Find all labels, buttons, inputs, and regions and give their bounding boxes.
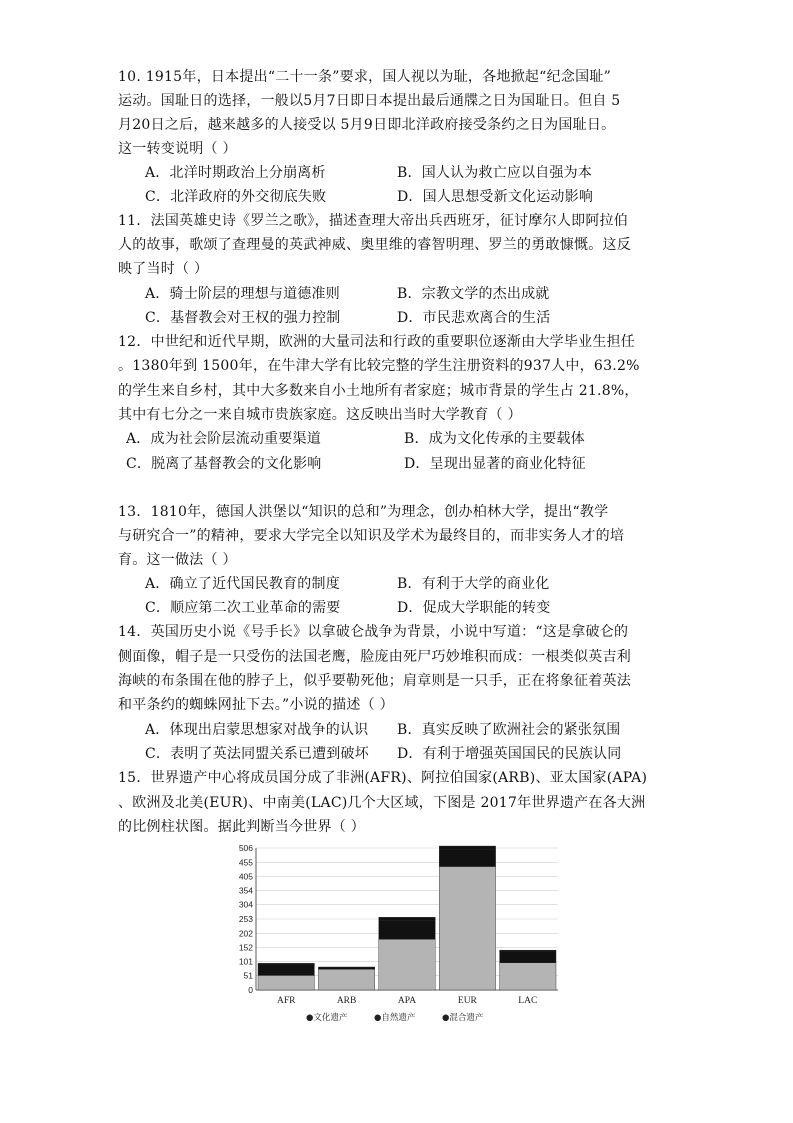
y-tick-label: 0 — [248, 985, 253, 995]
question-11-line-3: 映了当时（ ） — [118, 261, 209, 277]
legend-entry: ●文化遗产 — [306, 1013, 348, 1023]
bar-afr-series-2 — [258, 963, 314, 964]
bar-lac-series-2 — [500, 950, 556, 952]
x-category-label: EUR — [457, 996, 477, 1006]
question-13-option-d: D．促成大学职能的转变 — [397, 600, 551, 616]
question-12-option-a: A．成为社会阶层流动重要渠道 — [126, 431, 321, 447]
y-tick-label: 354 — [238, 885, 253, 896]
question-10-line-3: 月20日之后，越来越多的人接受以 5月9日即北洋政府接受条约之日为国耻日。 — [118, 117, 616, 133]
y-tick-label: 405 — [238, 871, 253, 882]
bar-afr-series-1 — [258, 965, 314, 976]
x-category-label: APA — [397, 996, 417, 1006]
legend-entry: ●自然遗产 — [374, 1013, 416, 1023]
question-11-option-d: D．市民悲欢离合的生活 — [397, 310, 551, 326]
legend-entry: ●混合遗产 — [442, 1013, 484, 1023]
bar-apa-series-1 — [379, 920, 435, 939]
y-tick-label: 152 — [238, 942, 253, 953]
bar-lac-series-1 — [500, 952, 556, 963]
question-12-option-d: D．呈现出显著的商业化特征 — [404, 456, 586, 472]
question-15-line-2: 、欧洲及北美(EUR)、中南美(LAC)几个大区域，下图是 2017年世界遗产在各大洲 — [118, 795, 646, 811]
bar-arb-series-2 — [318, 967, 374, 968]
question-10-option-d: D．国人思想受新文化运动影响 — [397, 189, 594, 205]
question-11-option-b: B．宗教文学的杰出成就 — [397, 286, 550, 302]
question-13-option-b: B．有利于大学的商业化 — [397, 576, 550, 592]
heritage-bar-chart — [228, 842, 568, 1032]
bar-eur-series-1 — [439, 849, 495, 866]
question-10-line-2: 运动。国耻日的选择，一般以5月7日即日本提出最后通牒之日为国耻日。但自 5 — [118, 93, 621, 109]
x-category-label: LAC — [518, 996, 538, 1006]
question-13-line-3: 育。这一做法（ ） — [118, 552, 237, 568]
question-10-option-b: B．国人认为救亡应以自强为本 — [397, 165, 593, 181]
bar-apa-series-2 — [379, 917, 435, 920]
question-10-line-4: 这一转变说明（ ） — [118, 141, 237, 157]
question-13-option-a: A．确立了近代国民教育的制度 — [145, 576, 340, 592]
question-14-option-a: A．体现出启蒙思想家对战争的认识 — [145, 722, 369, 738]
y-tick-label: 455 — [238, 857, 253, 868]
bar-arb-series-1 — [318, 968, 374, 969]
question-15-line-1: 15．世界遗产中心将成员国分成了非洲(AFR)、阿拉伯国家(ARB)、亚太国家(APA) — [118, 770, 648, 786]
question-11-line-2: 人的故事，歌颂了查理曼的英武神威、奥里维的睿智明理、罗兰的勇敢慷慨。这反 — [118, 237, 631, 253]
question-11-option-a: A．骑士阶层的理想与道德准则 — [145, 286, 340, 302]
question-12-line-3: 的学生来自乡村，其中大多数来自小土地所有者家庭；城市背景的学生占 21.8%， — [118, 383, 639, 399]
question-14-option-d: D．有利于增强英国国民的民族认同 — [397, 746, 622, 762]
question-10-option-c: C．北洋政府的外交彻底失败 — [145, 189, 327, 205]
x-category-label: ARB — [336, 996, 357, 1006]
y-tick-label: 506 — [238, 843, 253, 853]
question-14-option-c: C．表明了英法同盟关系已遭到破坏 — [145, 746, 369, 762]
question-14-option-b: B．真实反映了欧洲社会的紧张氛围 — [397, 722, 621, 738]
chart-svg — [228, 842, 568, 1032]
question-12-option-c: C．脱离了基督教会的文化影响 — [126, 456, 322, 472]
question-14-line-1: 14．英国历史小说《号手长》以拿破仑战争为背景，小说中写道：“这是拿破仑的 — [118, 624, 629, 640]
bar-lac-series-0 — [500, 963, 556, 990]
y-tick-label: 202 — [238, 928, 253, 939]
question-12-line-4: 其中有七分之一来自城市贵族家庭。这反映出当时大学教育（ ） — [118, 407, 522, 423]
y-tick-label: 304 — [238, 899, 253, 910]
question-15-line-3: 的比例柱状图。据此判断当今世界（ ） — [118, 819, 365, 835]
question-10-option-a: A．北洋时期政治上分崩离析 — [145, 165, 326, 181]
question-10-line-1: 10. 1915年，日本提出“二十一条”要求，国人视以为耻，各地掀起“纪念国耻” — [118, 69, 611, 85]
question-13-option-c: C．顺应第二次工业革命的需要 — [145, 600, 341, 616]
bar-eur-series-0 — [439, 867, 495, 990]
question-12-option-b: B．成为文化传承的主要载体 — [404, 431, 585, 447]
question-14-line-4: 和平条约的蜘蛛网扯下去。”小说的描述（ ） — [118, 697, 394, 713]
question-12-line-2: 。1380年到 1500年，在牛津大学有比较完整的学生注册资料的937人中，63.2% — [118, 358, 640, 374]
bar-eur-series-2 — [439, 846, 495, 849]
question-11-option-c: C．基督教会对王权的强力控制 — [145, 310, 341, 326]
question-13-line-2: 与研究合一”的精神，要求大学完全以知识及学术为最终目的，而非实务人才的培 — [118, 528, 625, 544]
bar-afr-series-0 — [258, 975, 314, 990]
question-11-line-1: 11．法国英雄史诗《罗兰之歌》，描述查理大帝出兵西班牙，征讨摩尔人即阿拉伯 — [118, 213, 629, 229]
y-tick-label: 101 — [238, 956, 253, 967]
x-category-label: AFR — [276, 996, 296, 1006]
y-tick-label: 51 — [243, 970, 253, 981]
y-tick-label: 253 — [238, 914, 253, 924]
question-13-line-1: 13．1810年，德国人洪堡以“知识的总和”为理念，创办柏林大学，提出“教学 — [118, 504, 609, 520]
bar-arb-series-0 — [318, 969, 374, 990]
question-14-line-2: 侧面像，帽子是一只受伤的法国老鹰，脸庞由死尸巧妙堆积而成：一根类似英吉利 — [118, 649, 631, 665]
question-12-line-1: 12．中世纪和近代早期，欧洲的大量司法和行政的重要职位逐渐由大学毕业生担任 — [118, 334, 636, 350]
question-14-line-3: 海峡的布条围在他的脖子上，似乎要勒死他；肩章则是一只手，正在将象征着英法 — [118, 673, 631, 689]
bar-apa-series-0 — [379, 939, 435, 990]
